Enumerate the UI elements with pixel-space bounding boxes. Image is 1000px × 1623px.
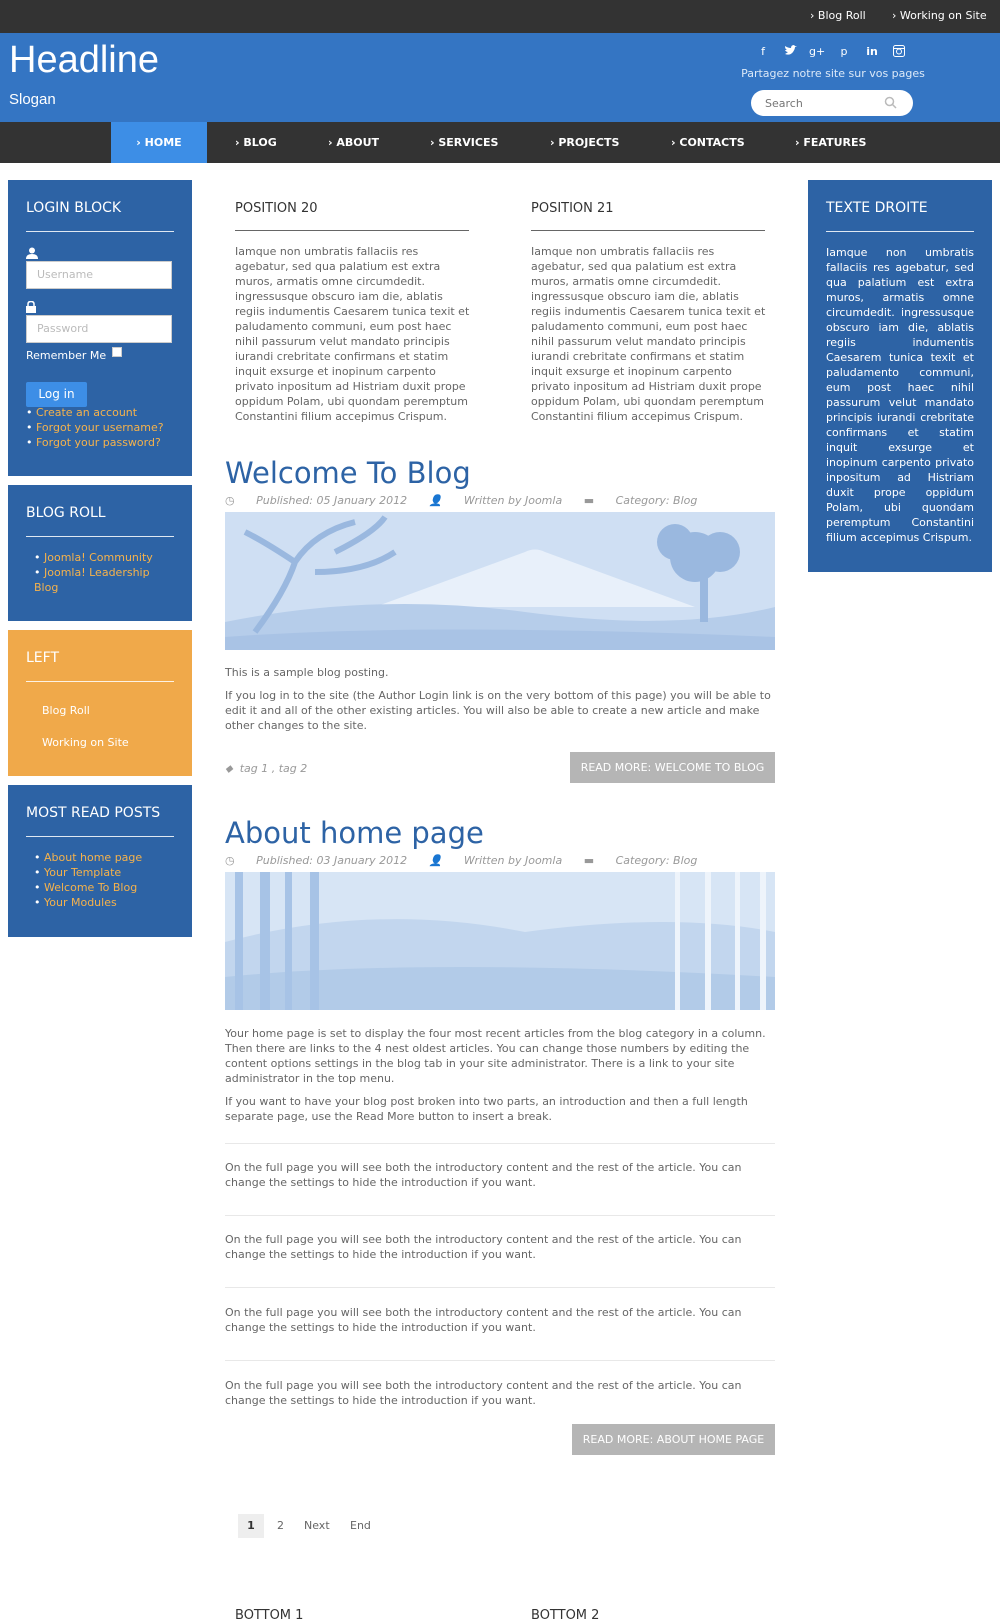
instagram-icon-glyph <box>893 45 905 57</box>
article-body <box>225 665 775 741</box>
calendar-icon: ◷ <box>225 494 235 507</box>
left-menu-blog-roll[interactable]: Blog Roll <box>42 704 90 717</box>
most-read-item[interactable]: • Your Template <box>34 865 142 880</box>
nav-blog[interactable]: › BLOG <box>235 136 277 149</box>
end-link[interactable]: End <box>350 1519 371 1532</box>
facebook-icon[interactable]: f <box>761 45 765 58</box>
category[interactable]: Category: Blog <box>615 494 698 507</box>
divider <box>826 231 974 232</box>
most-read-links <box>34 850 142 910</box>
nav-features[interactable]: › FEATURES <box>795 136 867 149</box>
divider <box>225 1215 775 1216</box>
nav-home[interactable]: › HOME <box>111 122 207 163</box>
password-field[interactable]: Password <box>26 315 172 343</box>
right-module <box>808 180 992 572</box>
folder-icon: ▬ <box>583 854 595 867</box>
tags-list[interactable]: tag 1 , tag 2 <box>239 762 308 775</box>
forgot-username-link[interactable]: • Forgot your username? <box>26 420 164 435</box>
published-date: Published: 05 January 2012 <box>256 494 408 507</box>
paragraph: Your home page is set to display the four most recent articles from the blog category in a column. Then there are links to the 4 nest oldest articles. You can change those numbers by editing the content options settings in the blog tab in your site administrator. There is a link to your site administrator in the top menu. <box>225 1027 766 1085</box>
tag-icon: ⬥ <box>225 762 233 775</box>
author-icon: 👤 <box>428 494 443 507</box>
chevron-right-icon: › <box>892 9 900 22</box>
lock-icon <box>26 301 36 313</box>
main-nav <box>0 122 1000 163</box>
divider <box>531 230 765 231</box>
read-more-about-button[interactable]: READ MORE: ABOUT HOME PAGE <box>572 1424 775 1455</box>
most-read-item[interactable]: • About home page <box>34 850 142 865</box>
published-date: Published: 03 January 2012 <box>256 854 408 867</box>
article-meta <box>225 494 715 507</box>
blogroll-module <box>8 485 192 621</box>
twitter-icon[interactable] <box>782 45 798 61</box>
divider <box>225 1287 775 1288</box>
login-title: LOGIN BLOCK <box>26 200 122 216</box>
login-links <box>26 405 164 450</box>
share-text: Partagez notre site sur vos pages <box>741 67 925 80</box>
nav-projects[interactable]: › PROJECTS <box>550 136 620 149</box>
right-text: Iamque non umbratis fallaciis res agebatur, sed qua palatium est extra muros, armatis omne circumdedit. ingressusque obscuro iam die, ablatis regiis indumentis Caesarem tunica texit et paludamento communi, eum post haec nihil passurum velut mandato principis iurandi crebritate confirmans et statim inquit exsurge et inopinum carpento privato inpositum ad Histriam duxit prope oppidum Polam, ubi quondam peremptum Constantini filium accepimus Crispum. <box>826 246 974 544</box>
left-menu-working-on-site[interactable]: Working on Site <box>42 736 129 749</box>
paragraph: If you want to have your blog post broken into two parts, an introduction and then a full length separate page, use the Read More button to insert a break. <box>225 1095 748 1123</box>
page-current[interactable]: 1 <box>238 1514 264 1538</box>
login-button[interactable]: Log in <box>26 382 87 407</box>
article-tags <box>225 762 307 776</box>
forgot-password-link[interactable]: • Forgot your password? <box>26 435 164 450</box>
paragraph: On the full page you will see both the introductory content and the rest of the article. You can change the settings to hide the introduction if you want. <box>225 1306 742 1334</box>
linkedin-icon[interactable]: in <box>866 45 878 58</box>
top-link-working-on-site[interactable]: › Working on Site <box>892 9 987 22</box>
bottom-2-title: BOTTOM 2 <box>531 1608 600 1623</box>
create-account-link[interactable]: • Create an account <box>26 405 164 420</box>
folder-icon: ▬ <box>583 494 595 507</box>
divider <box>26 231 174 232</box>
joomla-leadership-link[interactable]: • Joomla! Leadership Blog <box>34 565 174 595</box>
remember-me-label: Remember Me <box>26 349 107 362</box>
top-bar <box>0 0 1000 33</box>
category[interactable]: Category: Blog <box>615 854 698 867</box>
bottom-1-title: BOTTOM 1 <box>235 1608 304 1623</box>
author: Written by Joomla <box>463 854 563 867</box>
login-module <box>8 180 192 476</box>
paragraph: This is a sample blog posting. <box>225 666 389 679</box>
left-menu-title: LEFT <box>26 650 60 666</box>
nav-services[interactable]: › SERVICES <box>430 136 499 149</box>
article-meta <box>225 854 715 867</box>
paragraph: If you log in to the site (the Author Login link is on the very bottom of this page) you will be able to edit it and all of the other existing articles. You will also be able to create a new article and make other changes to the site. <box>225 689 771 732</box>
article-image-mountain <box>225 512 775 650</box>
chevron-right-icon: › <box>810 9 818 22</box>
user-icon <box>26 247 38 259</box>
site-title[interactable]: Headline <box>9 39 159 81</box>
divider <box>235 230 469 231</box>
google-plus-icon[interactable]: g+ <box>809 45 826 58</box>
twitter-icon-glyph <box>784 45 797 57</box>
article-title-about[interactable]: About home page <box>225 816 484 850</box>
username-field[interactable]: Username <box>26 261 172 289</box>
article-title-welcome[interactable]: Welcome To Blog <box>225 456 471 490</box>
paragraph: On the full page you will see both the introductory content and the rest of the article. You can change the settings to hide the introduction if you want. <box>225 1379 742 1407</box>
site-slogan: Slogan <box>9 91 56 108</box>
position-21-text: Iamque non umbratis fallaciis res agebatur, sed qua palatium est extra muros, armatis omne circumdedit. ingressusque obscuro iam die, ablatis regiis indumentis Caesarem tunica texit et paludamento communi, eum post haec nihil passurum velut mandato principis iurandi crebritate confirmans et statim inquit exsurge et inopinum carpento privato inpositum ad Histriam duxit prope oppidum Polam, ubi quondam peremptum Constantini filium accepimus Crispum. <box>531 245 766 423</box>
divider <box>26 536 174 537</box>
read-more-welcome-button[interactable]: READ MORE: WELCOME TO BLOG <box>570 752 775 783</box>
divider <box>225 1143 775 1144</box>
author-icon: 👤 <box>428 854 443 867</box>
right-title: TEXTE DROITE <box>826 200 928 216</box>
remember-me-checkbox[interactable] <box>112 347 122 357</box>
left-menu-module <box>8 630 192 776</box>
paragraph: On the full page you will see both the introductory content and the rest of the article. You can change the settings to hide the introduction if you want. <box>225 1233 742 1261</box>
search-icon[interactable] <box>884 96 898 110</box>
nav-contacts[interactable]: › CONTACTS <box>671 136 745 149</box>
site-header <box>0 33 1000 122</box>
blogroll-links <box>34 550 174 595</box>
article-body <box>225 1026 775 1132</box>
divider <box>225 1360 775 1361</box>
divider <box>26 836 174 837</box>
divider <box>26 681 174 682</box>
most-read-title: MOST READ POSTS <box>26 805 161 821</box>
next-link[interactable]: Next <box>304 1519 330 1532</box>
most-read-item[interactable]: • Your Modules <box>34 895 142 910</box>
page-2-link[interactable]: 2 <box>277 1519 284 1532</box>
blogroll-title: BLOG ROLL <box>26 505 106 521</box>
calendar-icon: ◷ <box>225 854 235 867</box>
top-link-blog-roll[interactable]: › Blog Roll <box>810 9 866 22</box>
instagram-icon[interactable] <box>891 45 907 61</box>
author: Written by Joomla <box>463 494 563 507</box>
most-read-module <box>8 785 192 937</box>
position-20-title: POSITION 20 <box>235 201 318 216</box>
most-read-item[interactable]: • Welcome To Blog <box>34 880 142 895</box>
nav-about[interactable]: › ABOUT <box>328 136 380 149</box>
position-21-title: POSITION 21 <box>531 201 614 216</box>
article-image-bamboo <box>225 872 775 1010</box>
pinterest-icon[interactable]: p <box>840 45 848 58</box>
position-20-text: Iamque non umbratis fallaciis res agebatur, sed qua palatium est extra muros, armatis omne circumdedit. ingressusque obscuro iam die, ablatis regiis indumentis Caesarem tunica texit et paludamento communi, eum post haec nihil passurum velut mandato principis iurandi crebritate confirmans et statim inquit exsurge et inopinum carpento privato inpositum ad Histriam duxit prope oppidum Polam, ubi quondam peremptum Constantini filium accepimus Crispum. <box>235 245 470 423</box>
joomla-community-link[interactable]: • Joomla! Community <box>34 550 174 565</box>
paragraph: On the full page you will see both the introductory content and the rest of the article. You can change the settings to hide the introduction if you want. <box>225 1161 742 1189</box>
